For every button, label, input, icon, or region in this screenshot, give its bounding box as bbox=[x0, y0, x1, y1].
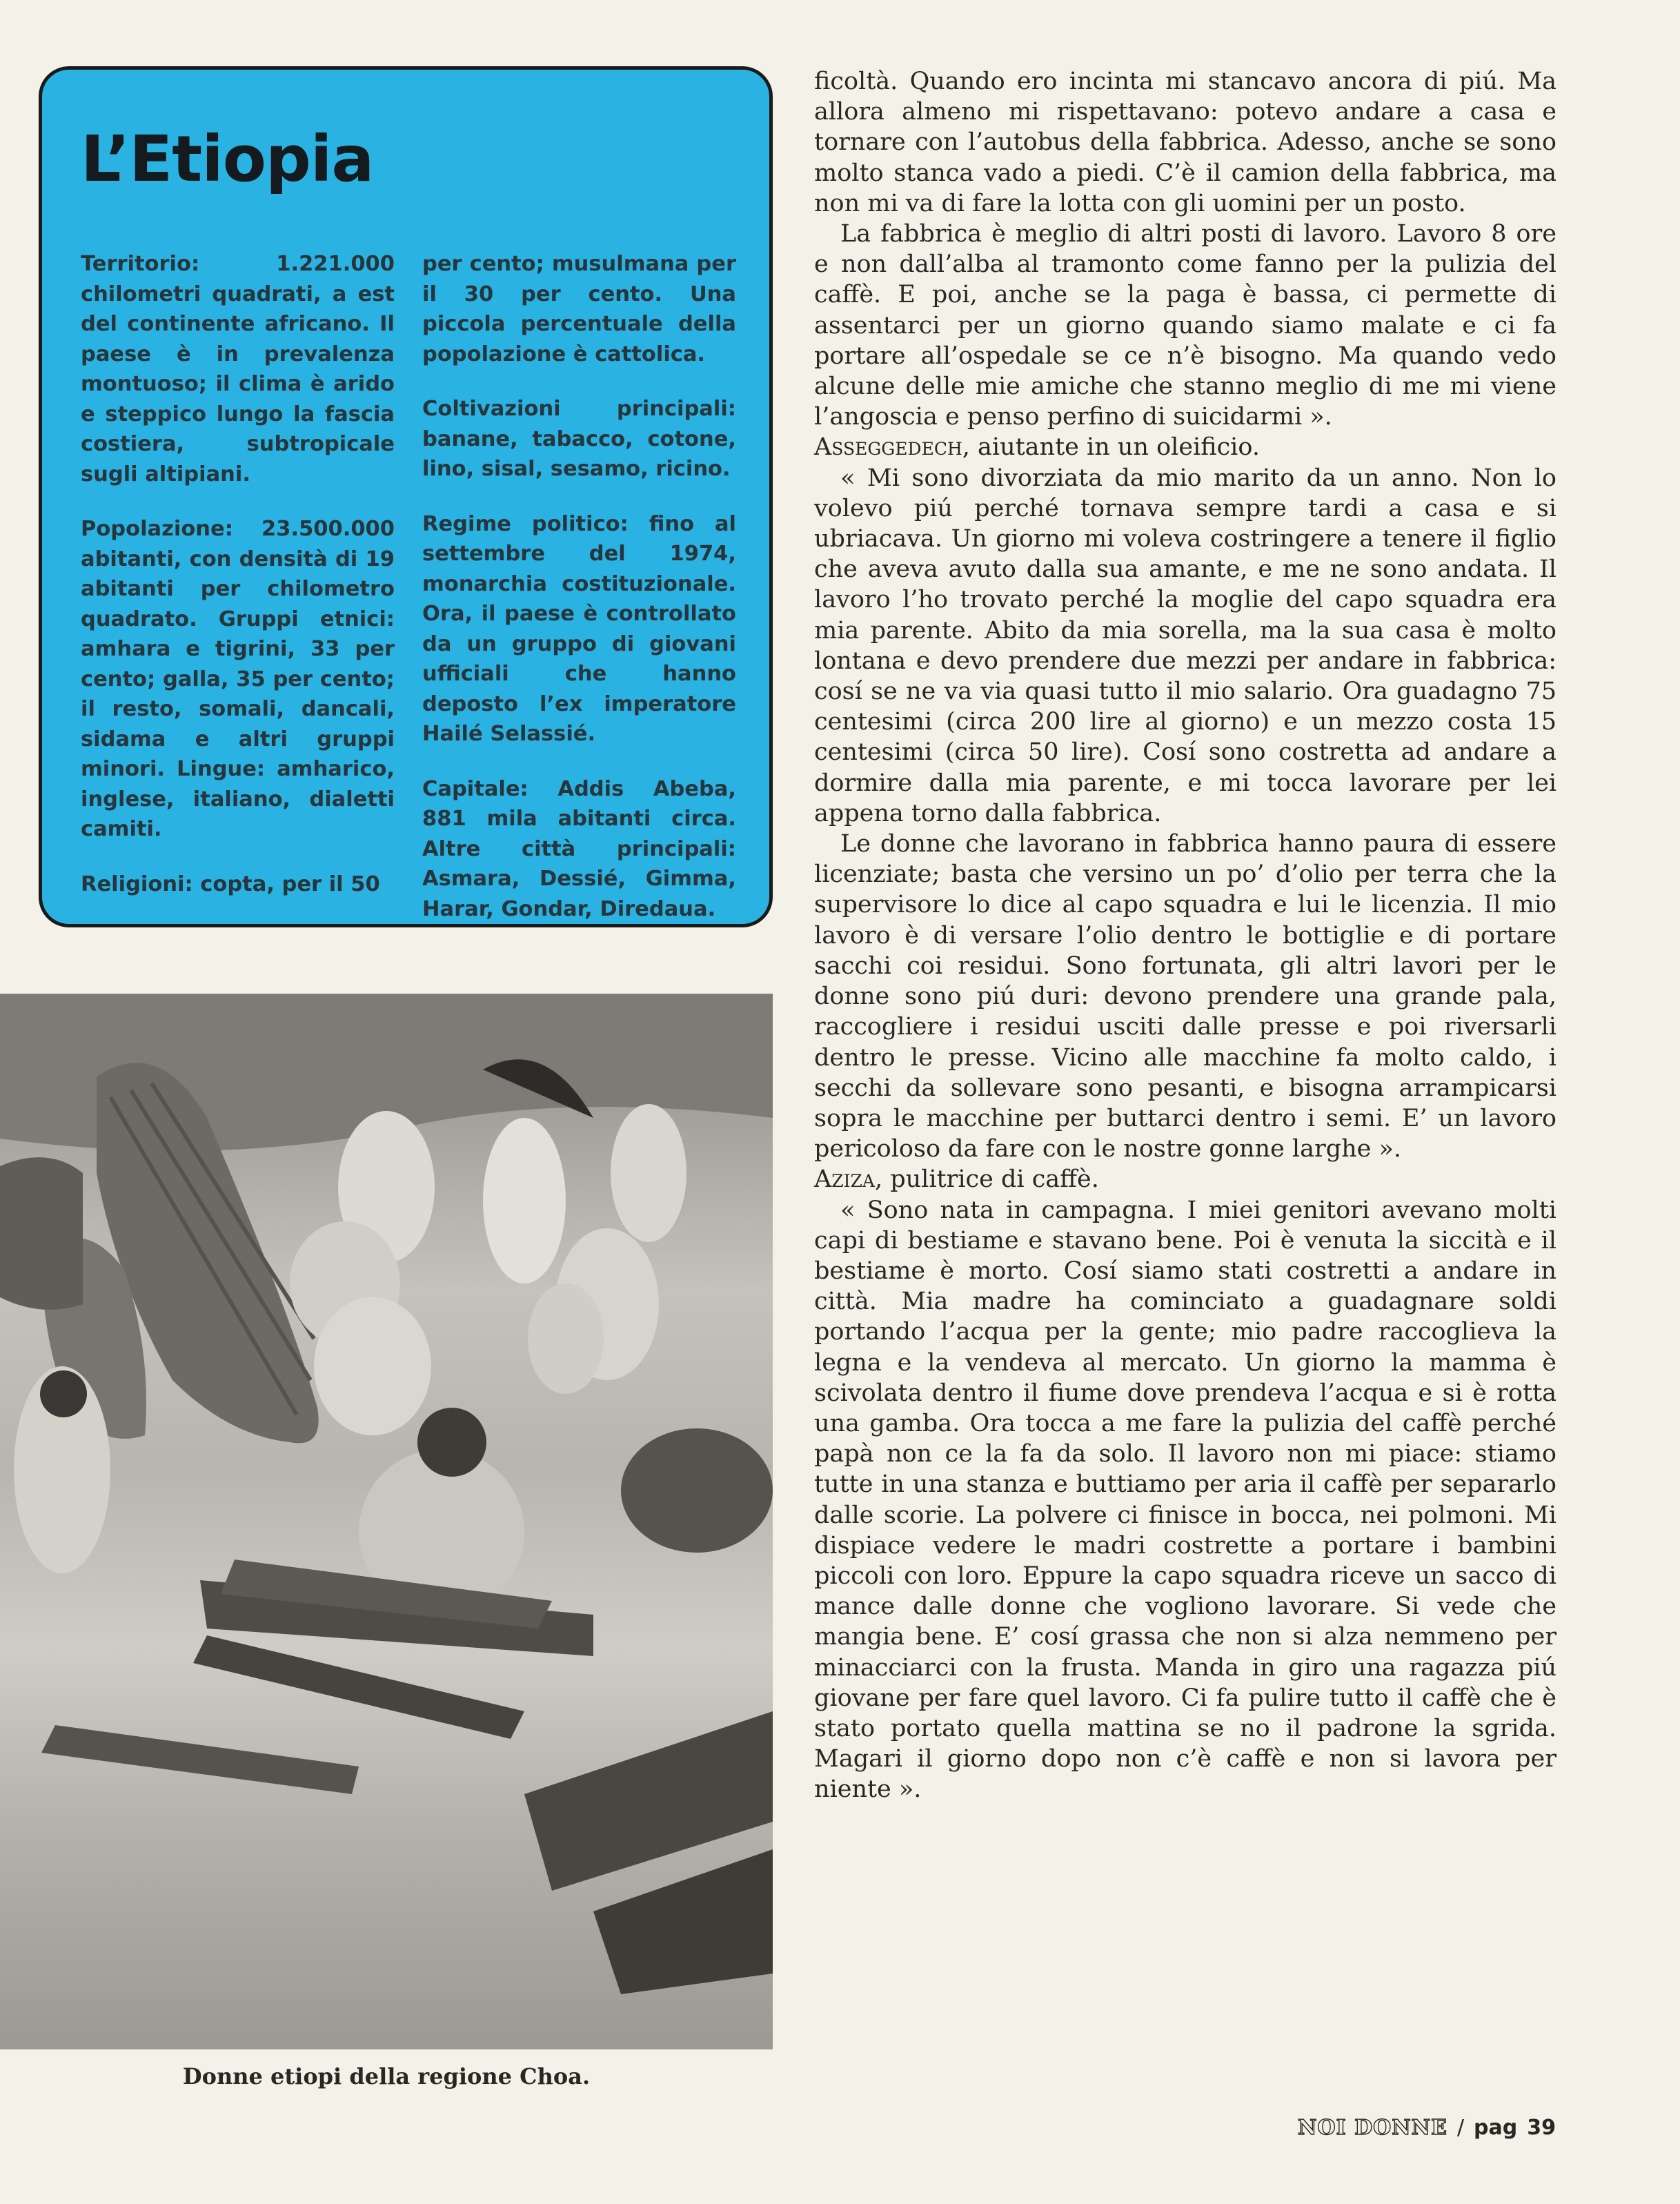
magazine-logo: NOI DONNE bbox=[1298, 2116, 1447, 2140]
fact-popolazione: Popolazione: 23.500.000 abitanti, con densità di 19 abitanti per chilometro quadrato. Gruppi etnici: amhara e tigrini, 33 per cento; galla, 35 per cento; il resto, somali, dancali, sidama e altri gruppi minori. Lingue: amharico, inglese, italiano, dialetti camiti. bbox=[81, 517, 395, 841]
photo-caption: Donne etiopi della regione Choa. bbox=[182, 2063, 591, 2089]
page-number: 39 bbox=[1527, 2116, 1556, 2140]
speaker-line bbox=[814, 432, 1557, 462]
fact-box-columns bbox=[81, 249, 736, 949]
fact-religioni: Religioni: copta, per il 50 bbox=[81, 872, 380, 896]
fact-regime: Regime politico: fino al settembre del 1974, monarchia costituzionale. Ora, il paese è controllato da un gruppo di giovani ufficiali che hanno deposto l’ex imperatore Hailé Selassié. bbox=[422, 511, 736, 746]
speaker-name: Asseggedech, bbox=[814, 433, 970, 462]
speaker-name: Aziza, bbox=[814, 1165, 883, 1194]
article-body bbox=[814, 66, 1557, 1805]
article-paragraph: « Sono nata in campagna. I miei genitori avevano molti capi di bestiame e stavano bene. Poi è venuta la siccità e il bestiame è morto. Cosí siamo stati costretti a andare in città. Mia madre ha cominciato a guadagnare soldi portando l’acqua per la gente; mio padre raccoglieva la legna e la vendeva al mercato. Un giorno la mamma è scivolata dentro il fiume dove prendeva l’acqua e si è rotta una gamba. Ora tocca a me fare la pulizia del caffè perché papà non ce la fa da solo. Il lavoro non mi piace: stiamo tutte in una stanza e buttiamo per aria il caffè per separarlo dalle scorie. La polvere ci finisce in bocca, nei polmoni. Mi dispiace vedere le madri costrette a portare i bambini piccoli con loro. Eppure la capo squadra riceve un sacco di mance dalle donne che vogliono lavorare. Si vede che mangia bene. E’ cosí grassa che non si alza nemmeno per minacciarci con la frusta. Manda in giro una ragazza piú giovane per fare quel lavoro. Ci fa pulire tutto il caffè che è stato portato quella mattina se no il padrone la sgrida. Magari il giorno dopo non c’è caffè e non si lavora per niente ». bbox=[814, 1196, 1557, 1804]
photo-ethiopian-women bbox=[0, 994, 773, 2049]
fact-religioni-cont: per cento; musulmana per il 30 per cento. Una piccola percentuale della popolazione è cattolica. bbox=[422, 252, 736, 366]
page-footer bbox=[1298, 2116, 1556, 2140]
article-paragraph: La fabbrica è meglio di altri posti di lavoro. Lavoro 8 ore e non dall’alba al tramonto come fanno per la pulizia del caffè. E poi, anche se la paga è bassa, ci permette di assentarci per un giorno quando siamo malate e ci fa portare all’ospedale se ce n’è bisogno. Ma quando vedo alcune delle mie amiche che stanno meglio di me mi viene l’angoscia e penso perfino di suicidarmi ». bbox=[814, 220, 1557, 431]
fact-territorio: Territorio: 1.221.000 chilometri quadrati, a est del continente africano. Il paese è in prevalenza montuoso; il clima è arido e steppico lungo la fascia costiera, subtropicale sugli altipiani. bbox=[81, 252, 395, 486]
fact-capitale: Capitale: Addis Abeba, 881 mila abitanti circa. Altre città principali: Asmara, Dessié, Gimma, Harar, Gondar, Diredaua. bbox=[422, 776, 736, 921]
fact-box bbox=[39, 66, 773, 927]
fact-box-right-column bbox=[422, 249, 736, 949]
fact-box-title: L’Etiopia bbox=[81, 122, 374, 196]
footer-separator: / bbox=[1456, 2116, 1465, 2140]
article-paragraph: Le donne che lavorano in fabbrica hanno paura di essere licenziate; basta che versino un po’ d’olio per terra che la supervisore lo dice al capo squadra e lui le licenzia. Il mio lavoro è di versare l’olio dentro le bottiglie e di portare sacchi coi residui. Sono fortunata, gli altri lavori per le donne sono piú duri: devono prendere una grande pala, raccogliere i residui usciti dalle presse e poi riversarli dentro le presse. Vicino alle macchine fa molto caldo, i secchi da sollevare sono pesanti, e bisogna arrampicarsi sopra le macchine per buttarci dentro i semi. E’ un lavoro pericoloso da fare con le nostre gonne larghe ». bbox=[814, 830, 1557, 1163]
page-label: pag bbox=[1474, 2116, 1518, 2140]
speaker-line bbox=[814, 1164, 1557, 1194]
fact-box-left-column bbox=[81, 249, 395, 949]
photo-illustration bbox=[0, 994, 773, 2049]
speaker-role: aiutante in un oleificio. bbox=[969, 433, 1260, 462]
fact-coltivazioni: Coltivazioni principali: banane, tabacco, cotone, lino, sisal, sesamo, ricino. bbox=[422, 397, 736, 481]
speaker-role: pulitrice di caffè. bbox=[882, 1165, 1099, 1194]
article-paragraph: ficoltà. Quando ero incinta mi stancavo ancora di piú. Ma allora almeno mi rispettavano: potevo andare a casa e tornare con l’autobus della fabbrica. Adesso, anche se sono molto stanca vado a piedi. C’è il camion della fabbrica, ma non mi va di fare la lotta con gli uomini per un posto. bbox=[814, 68, 1557, 217]
article-paragraph: « Mi sono divorziata da mio marito da un anno. Non lo volevo piú perché tornava sempre tardi a casa e si ubriacava. Un giorno mi voleva costringere a tenere il figlio che aveva avuto dalla sua amante, e me ne sono andata. Il lavoro l’ho trovato perché la moglie del capo squadra era mia parente. Abito da mia sorella, ma la sua casa è molto lontana e devo prendere due mezzi per andare in fabbrica: cosí se ne va via quasi tutto il mio salario. Ora guadagno 75 centesimi (circa 200 lire al giorno) e un mezzo costa 15 centesimi (circa 50 lire). Cosí sono costretta ad andare a dormire dalla mia parente, e mi tocca lavorare per lei appena torno dalla fabbrica. bbox=[814, 464, 1557, 827]
